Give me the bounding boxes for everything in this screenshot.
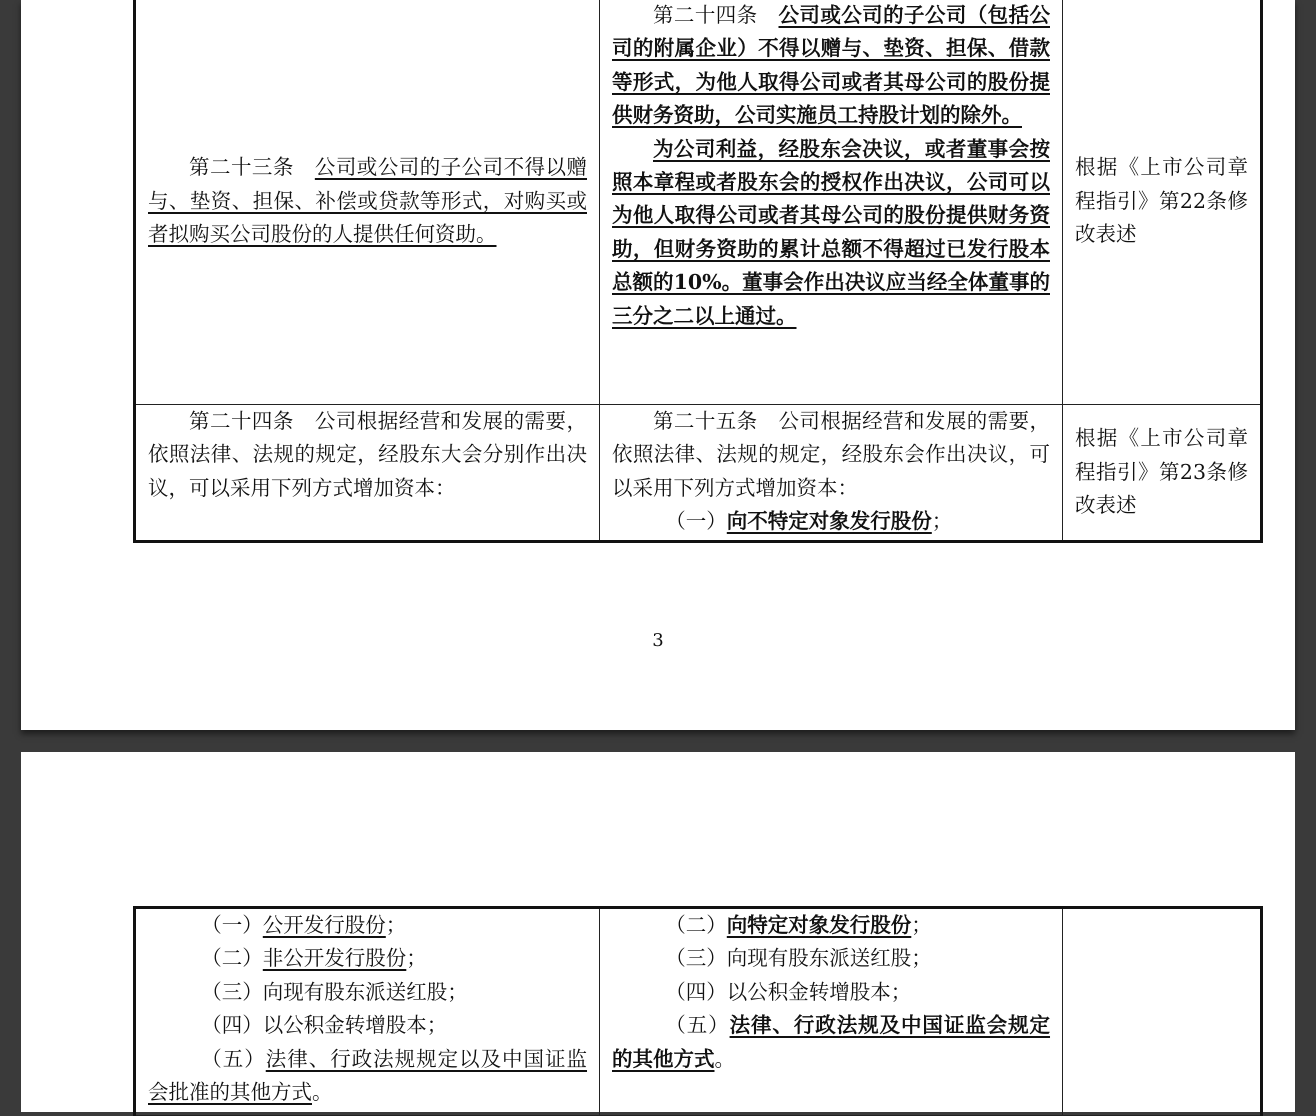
- revised-article-paragraph-2: 为公司利益，经股东会决议，或者董事会按照本章程或者股东会的授权作出决议，公司可以为他人取得公司或者其母公司的股份提供财务资助，但财务资助的累计总额不得超过已发行股本总额的10%。董事会作出决议应当经全体董事的三分之二以上通过。: [612, 136, 1050, 328]
- original-article-text: 第二十四条 公司根据经营和发展的需要，依照法律、法规的规定，经股东大会分别作出决议，可以采用下列方式增加资本：: [148, 409, 587, 500]
- original-item-4: （四）以公积金转增股本；: [201, 1013, 448, 1038]
- original-item-3: （三）向现有股东派送红股；: [201, 979, 468, 1004]
- document-page-1: [21, 0, 1295, 730]
- reason-cell: [1063, 908, 1262, 1116]
- revised-article-cell: [600, 405, 1063, 542]
- original-item-5: （五）法律、行政法规规定以及中国证监会批准的其他方式。: [148, 1046, 588, 1105]
- revised-item-4: （四）以公积金转增股本；: [665, 979, 912, 1004]
- page-number: 3: [652, 630, 664, 651]
- original-item-2: （二）非公开发行股份；: [201, 946, 427, 971]
- original-items-cell: [135, 908, 600, 1116]
- document-page-2: [21, 752, 1295, 1112]
- reason-cell: [1063, 0, 1262, 405]
- revised-items-cell: [600, 908, 1063, 1116]
- revised-item-5: （五）法律、行政法规及中国证监会规定的其他方式。: [612, 1013, 1051, 1071]
- reason-cell: [1063, 405, 1262, 542]
- table-row: [135, 405, 1262, 542]
- table-row: [135, 908, 1262, 1116]
- amendment-table-page-1: [133, 0, 1263, 543]
- revised-item-1: （一）向不特定对象发行股份；: [665, 509, 953, 534]
- revised-item-3: （三）向现有股东派送红股；: [665, 946, 932, 971]
- revised-item-2: （二）向特定对象发行股份；: [665, 913, 932, 937]
- revised-article-cell: [600, 0, 1063, 405]
- original-article-text: 第二十三条 公司或公司的子公司不得以赠与、垫资、担保、补偿或贷款等形式，对购买或者拟购买公司股份的人提供任何资助。: [148, 155, 588, 247]
- reason-text: 根据《上市公司章程指引》第22条修改表述: [1075, 155, 1248, 247]
- revised-article-paragraph-1: 第二十四条 公司或公司的子公司（包括公司的附属企业）不得以赠与、垫资、担保、借款等形式，为他人取得公司或者其母公司的股份提供财务资助，公司实施员工持股计划的除外。: [612, 3, 1050, 128]
- original-article-cell: [135, 405, 600, 542]
- original-item-1: （一）公开发行股份；: [201, 913, 407, 937]
- revised-article-text: 第二十五条 公司根据经营和发展的需要，依照法律、法规的规定，经股东会作出决议，可以采用下列方式增加资本：: [612, 409, 1050, 500]
- original-article-cell: [135, 0, 600, 405]
- reason-text: 根据《上市公司章程指引》第23条修改表述: [1075, 426, 1248, 518]
- amendment-table-page-2: [133, 906, 1263, 1116]
- table-row: [135, 0, 1262, 405]
